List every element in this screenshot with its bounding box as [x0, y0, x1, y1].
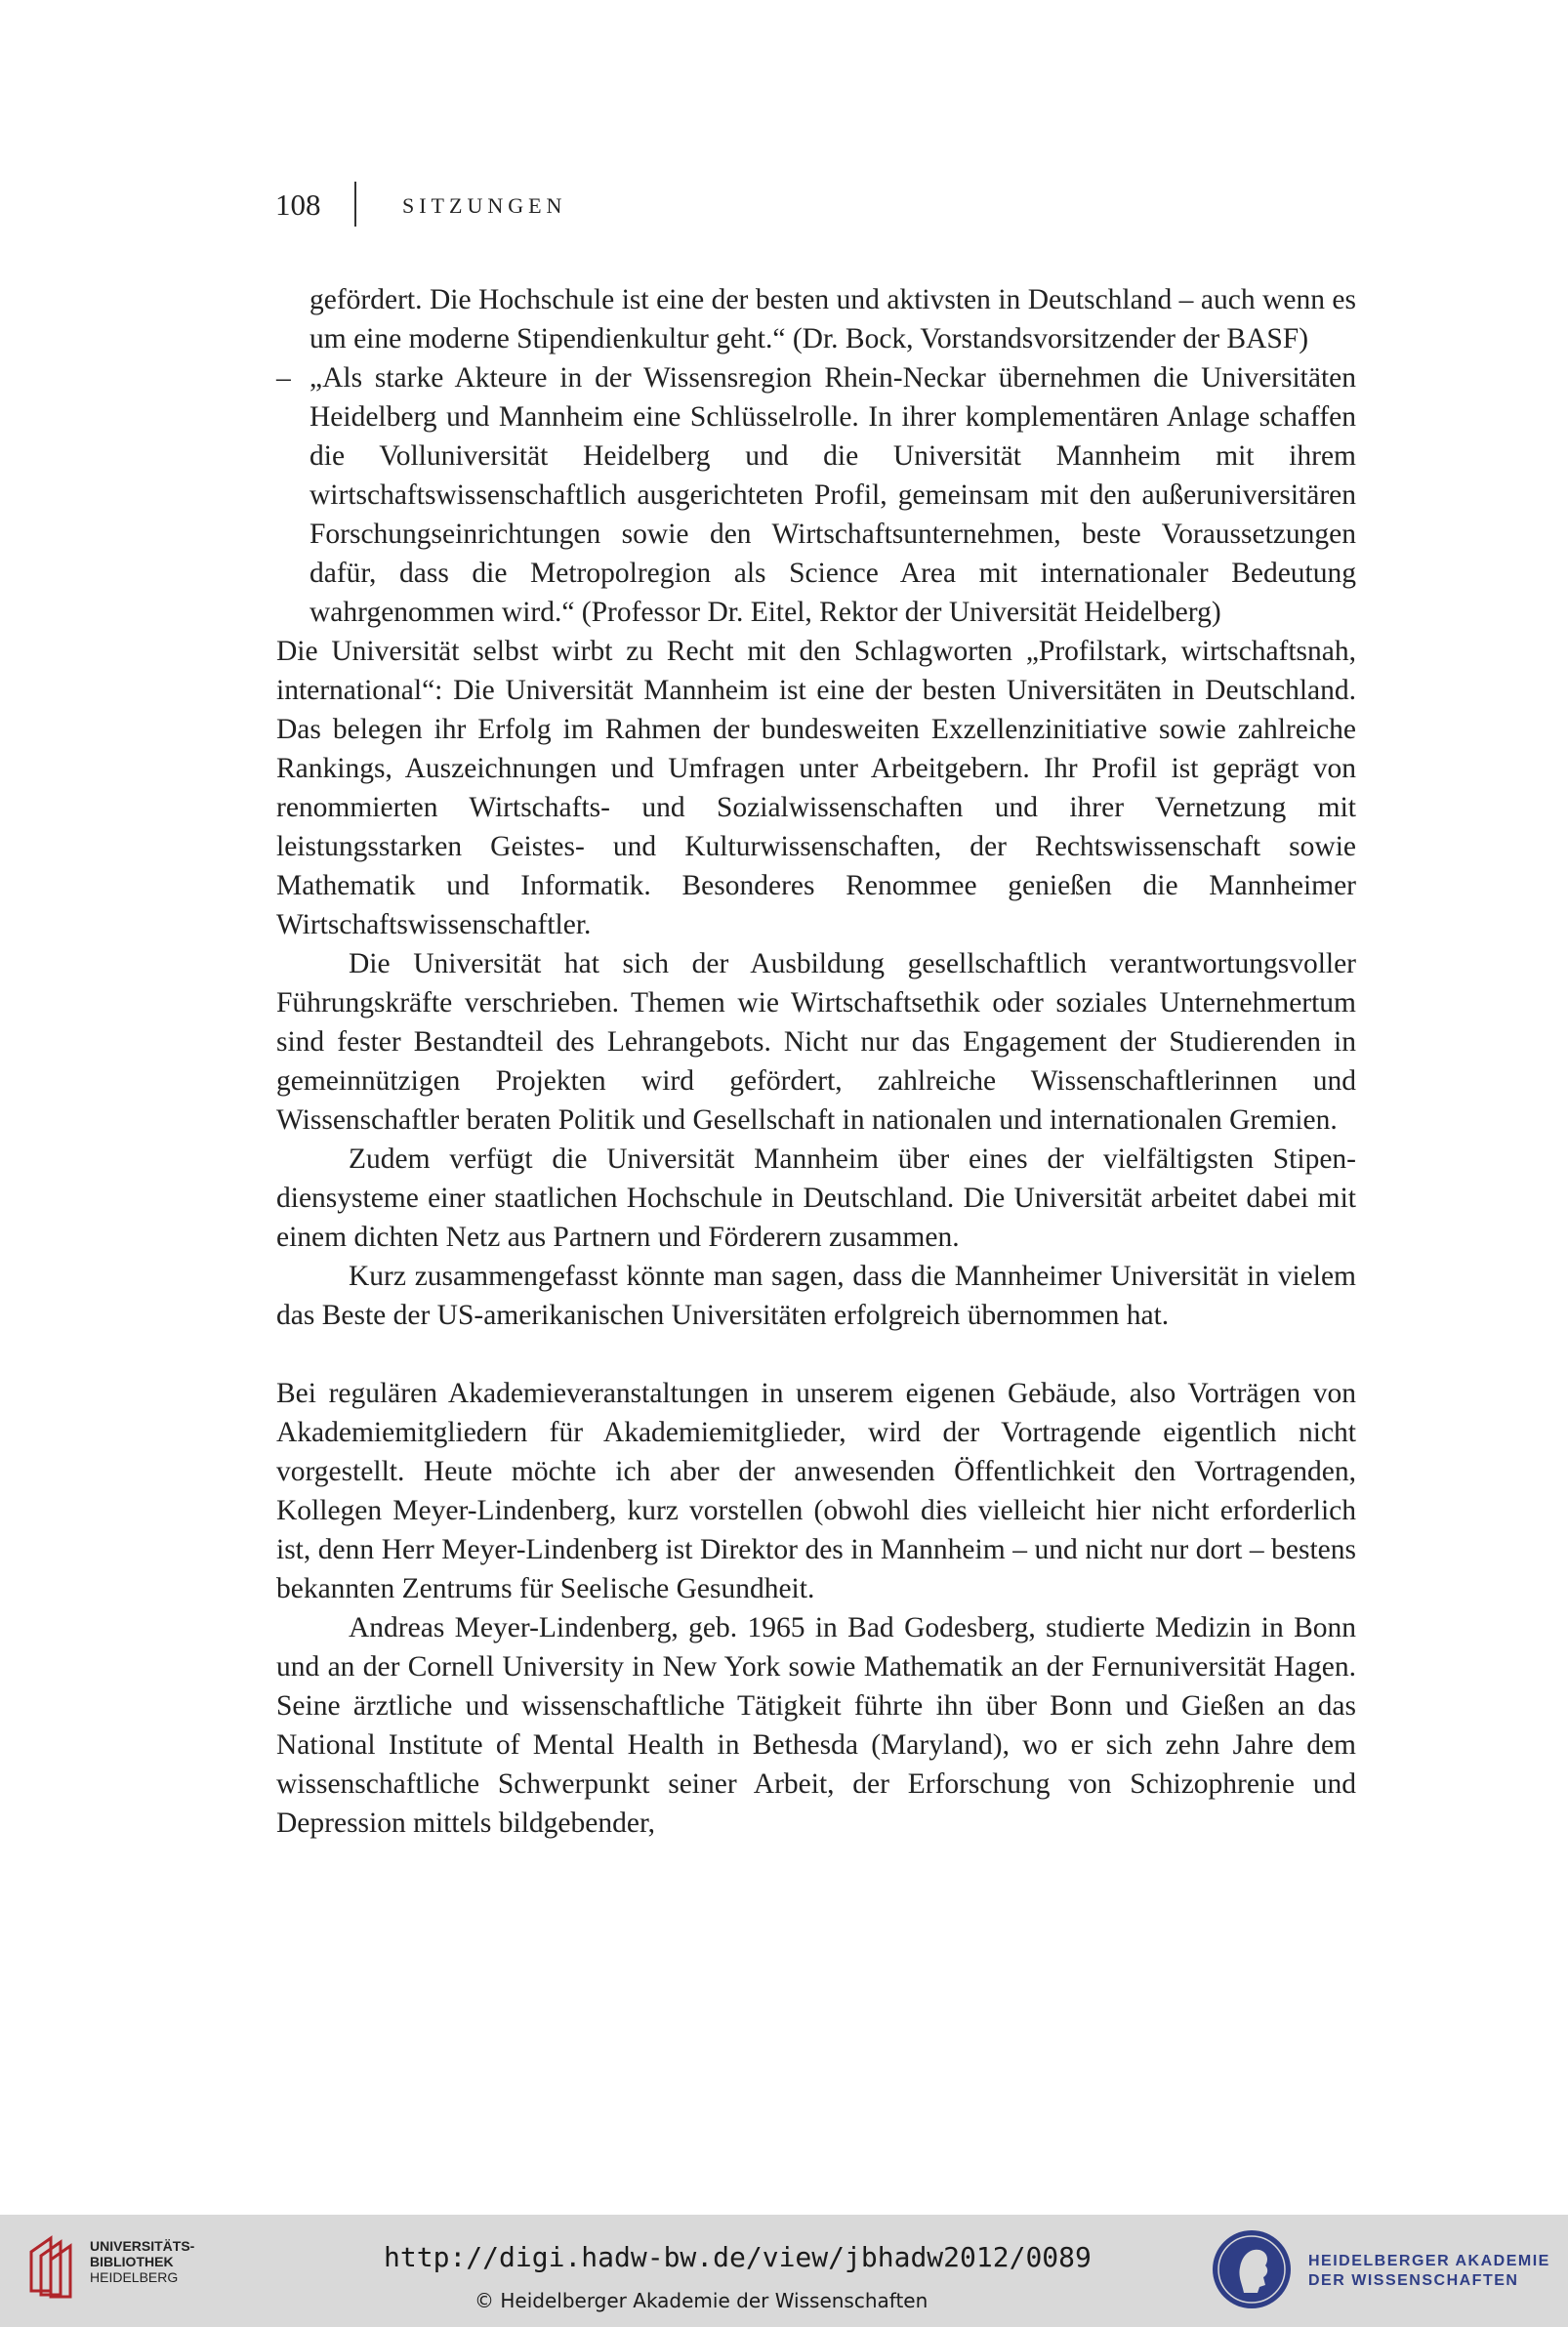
running-header: [275, 182, 1349, 230]
quote-list-item: [276, 358, 1356, 632]
library-name-line: BIBLIOTHEK: [90, 2254, 174, 2269]
header-divider: [354, 182, 356, 227]
paragraph: Die Universität selbst wirbt zu Recht mit den Schlagworten „Profilstark, wirtschaftsnah, international“: Die Universität Mannheim ist eine der besten Universitäten in Deutschland. Das belegen ihr Erfolg im Rahmen der bundesweiten Exzellenzinitiative sowie zahlreiche Rankings, Auszeichnungen und Umfragen unter Arbeitgebern. Ihr Profil ist geprägt von renommierten Wirtschafts- und Sozialwissenschaften und ihrer Vernetzung mit leistungsstarken Geistes- und Kulturwissenschaften, der Rechtswissenschaft sowie Mathematik und Informatik. Besonderes Renommee genießen die Mannheimer Wirtschaftswissenschaftler.: [276, 636, 1356, 940]
list-dash: –: [276, 362, 291, 394]
paragraph: Kurz zusammengefasst könnte man sagen, dass die Mannheimer Universität in vielem das Beste der US-amerikanischen Universitäten erfolgreich übernommen hat.: [276, 1261, 1356, 1331]
quote-continuation: gefördert. Die Hochschule ist eine der besten und aktivsten in Deutschland – auch wenn es um eine moderne Stipendienkultur geht.“ (Dr. Bock, Vorstandsvorsitzender der BASF): [309, 284, 1356, 354]
paragraph: Bei regulären Akademieveranstaltungen in unserem eigenen Gebäude, also Vorträgen von Akademiemitgliedern für Akademiemitglieder, wird der Vortragende eigentlich nicht vorgestellt. Heute möchte ich aber der anwesenden Öffentlichkeit den Vortragenden, Kollegen Meyer-Lindenberg, kurz vorstellen (obwohl dies vielleicht hier nicht erforderlich ist, denn Herr Meyer-Lindenberg ist Direktor des in Mannheim – und nicht nur dort – bestens bekannten Zentrums für Seelische Gesundheit.: [276, 1378, 1356, 1604]
library-name-line: HEIDELBERG: [90, 2269, 179, 2285]
digitization-footer: [0, 2215, 1568, 2327]
academy-name-line: HEIDELBERGER AKADEMIE: [1308, 2253, 1550, 2269]
paragraph: Andreas Meyer-Lindenberg, geb. 1965 in Bad Godesberg, studierte Medizin in Bonn und an der Cornell University in New York sowie Mathematik an der Fernuniversität Hagen. Seine ärztliche und wissenschaftliche Tätigkeit führte ihn über Bonn und Gießen an das National Institute of Mental Health in Bethesda (Maryland), wo er sich zehn Jahre dem wissenschaftliche Schwerpunkt seiner Arbeit, der Erforschung von Schizophrenie und Depression mittels bildgebender,: [276, 1612, 1356, 1839]
copyright-notice: © Heidelberger Akademie der Wissenschaften: [475, 2289, 928, 2312]
paragraph: Die Universität hat sich der Ausbildung gesellschaftlich verantwortungsvoller Führungskräfte verschrieben. Themen wie Wirtschaftsethik oder soziales Unternehmertum sind fester Bestandteil des Lehrangebots. Nicht nur das Engagement der Studierenden in gemeinnützigen Projekten wird gefördert, zahlreiche Wissenschaftlerinnen und Wissenschaftler beraten Politik und Gesellschaft in nationalen und internationalen Gremien.: [276, 948, 1356, 1136]
quote-text: „Als starke Akteure in der Wissensregion Rhein-Neckar übernehmen die Universitäten Heidelberg und Mannheim eine Schlüsselrolle. In ihrer komplementären Anlage schaffen die Volluniversität Heidelberg und die Universität Mannheim mit ihrem wirtschaftswissenschaftlich ausgerichteten Profil, gemeinsam mit den außeruniversitären Forschungseinrichtungen sowie den Wirtschaftsunternehmen, beste Voraussetzungen dafür, dass die Metropolregion als Science Area mit internationaler Bedeutung wahrgenommen wird.“ (Professor Dr. Eitel, Rektor der Universität Heidelberg): [309, 362, 1356, 628]
library-logo-icon: [27, 2230, 86, 2299]
paragraph: Zudem verfügt die Universität Mannheim über eines der vielfältigsten Stipendiensysteme einer staatlichen Hochschule in Deutschland. Die Universität arbeitet dabei mit einem dichten Netz aus Partnern und Förderern zusammen.: [276, 1143, 1356, 1253]
academy-name-line: DER WISSENSCHAFTEN: [1308, 2272, 1519, 2289]
academy-name: [1308, 2252, 1550, 2291]
page-number: 108: [275, 187, 321, 222]
running-head: SITZUNGEN: [402, 193, 567, 218]
body-text: [276, 280, 1356, 1843]
permalink[interactable]: http://digi.hadw-bw.de/view/jbhadw2012/0089: [384, 2241, 1092, 2273]
library-name-line: UNIVERSITÄTS-: [90, 2238, 195, 2254]
academy-seal-icon: [1211, 2228, 1293, 2310]
library-name: [90, 2238, 194, 2285]
